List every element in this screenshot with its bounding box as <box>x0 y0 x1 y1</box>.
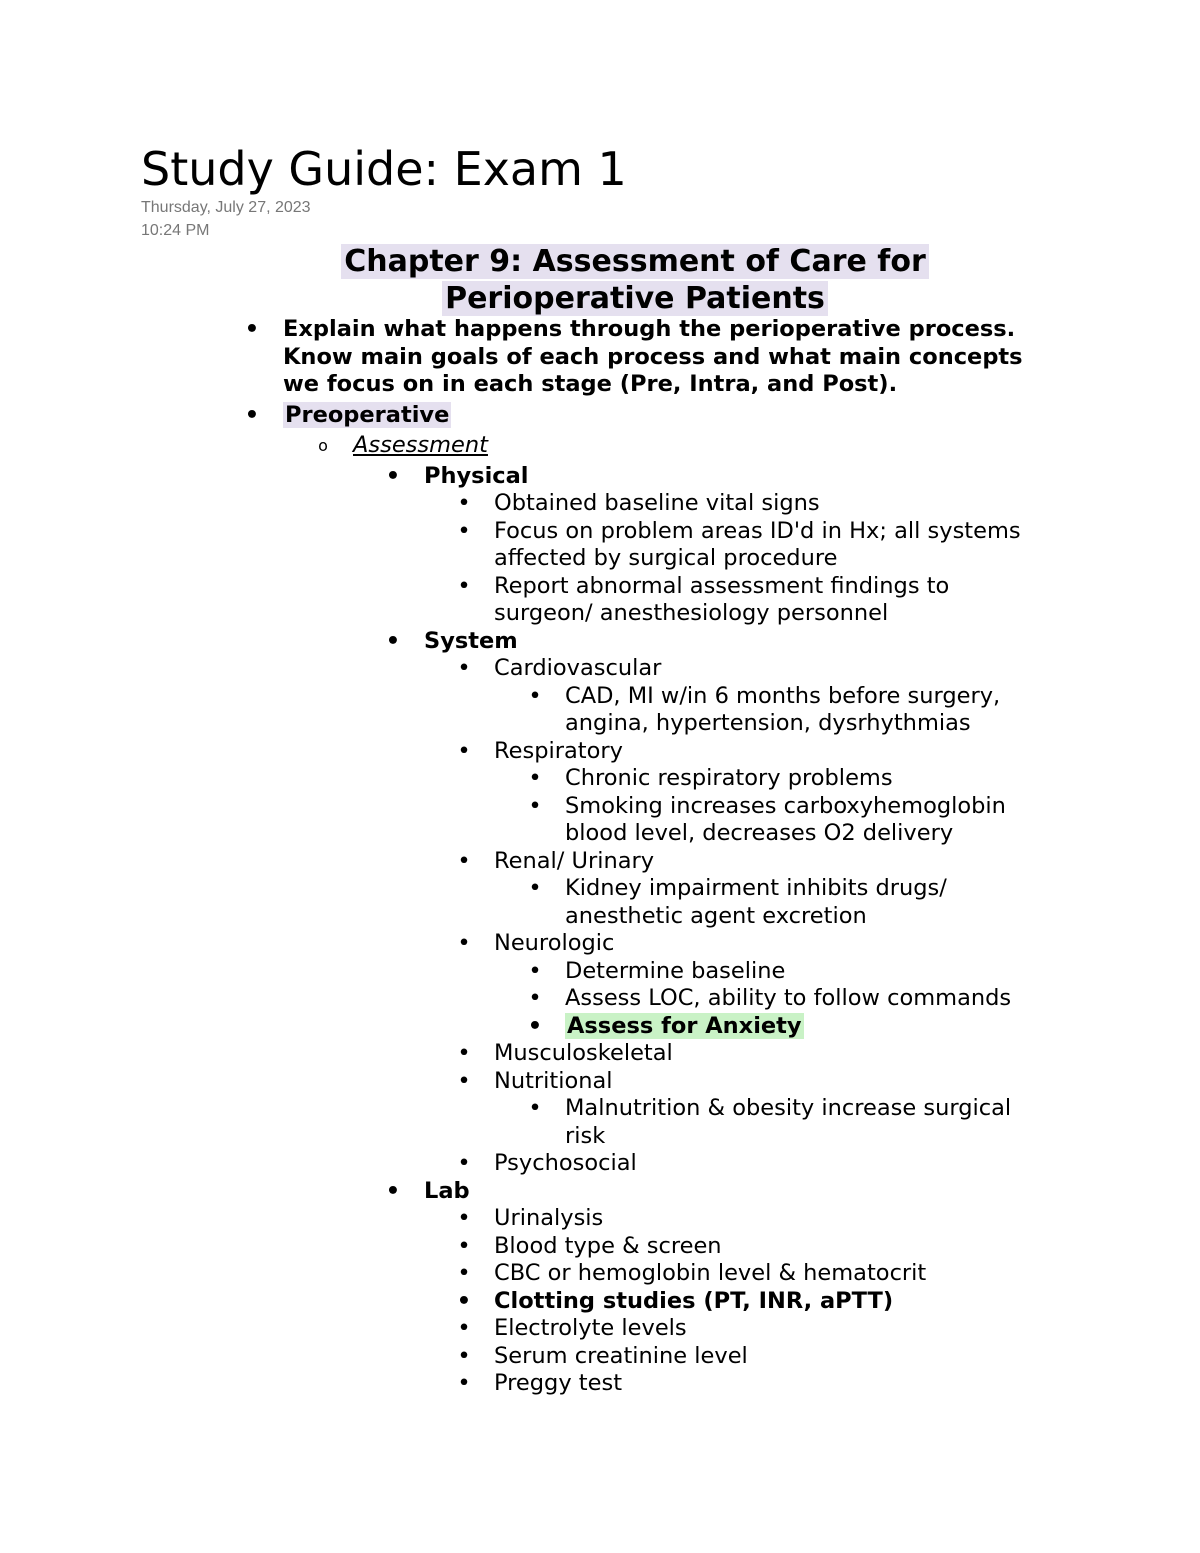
list-item-text: Chronic respiratory problems <box>565 765 893 791</box>
lab-label: Lab <box>424 1177 470 1204</box>
bullet-icon: • <box>457 1205 471 1231</box>
intro-line: we focus on in each stage (Pre, Intra, and Post). <box>283 371 898 397</box>
list-item-text: Electrolyte levels <box>494 1315 687 1341</box>
list-item-anxiety <box>0 1013 1200 1041</box>
list-item-text: Respiratory <box>494 737 623 764</box>
list-item <box>0 490 1200 518</box>
chapter-heading-line-2: Perioperative Patients <box>442 281 828 316</box>
outline <box>0 316 1200 1398</box>
list-item <box>0 1343 1200 1371</box>
list-item-text: anesthetic agent excretion <box>565 902 867 929</box>
bullet-icon: • <box>457 930 471 956</box>
list-item <box>0 1095 1200 1150</box>
bullet-icon: • <box>457 1232 471 1259</box>
list-item <box>0 573 1200 628</box>
intro-line: Explain what happens through the perioperative process. <box>283 316 1016 342</box>
intro-line: Know main goals of each process and what main concepts <box>283 343 1023 370</box>
list-item <box>0 1315 1200 1343</box>
list-item-text: Kidney impairment inhibits drugs/ <box>565 875 947 901</box>
hollow-bullet-icon: o <box>318 436 328 455</box>
bullet-icon: • <box>457 490 471 516</box>
bullet-icon: • <box>456 1287 472 1314</box>
bullet-icon: • <box>385 462 401 489</box>
list-item <box>0 1260 1200 1288</box>
bullet-icon: • <box>528 765 542 791</box>
list-item-text: Malnutrition & obesity increase surgical <box>565 1095 1012 1121</box>
bullet-icon: • <box>457 1150 471 1176</box>
list-item <box>0 683 1200 738</box>
lab-heading <box>0 1178 1200 1206</box>
bullet-icon: • <box>528 957 542 984</box>
list-item-text: surgeon/ anesthesiology personnel <box>494 600 889 626</box>
anxiety-highlight: Assess for Anxiety <box>567 1012 802 1039</box>
system-respiratory <box>0 738 1200 766</box>
bullet-icon: • <box>528 792 542 819</box>
system-renal <box>0 848 1200 876</box>
system-heading <box>0 628 1200 656</box>
bullet-icon: • <box>457 1067 471 1094</box>
chapter-heading <box>300 243 970 317</box>
chapter-heading-line-1: Chapter 9: Assessment of Care for <box>341 244 928 279</box>
system-musculoskeletal <box>0 1040 1200 1068</box>
preoperative-label: Preoperative <box>285 401 450 428</box>
physical-heading <box>0 463 1200 491</box>
list-item-text: Smoking increases carboxyhemoglobin <box>565 792 1006 819</box>
bullet-icon: • <box>457 1040 471 1066</box>
list-item <box>0 958 1200 986</box>
bullet-icon: • <box>457 847 471 874</box>
system-neurologic <box>0 930 1200 958</box>
list-item-text: CAD, MI w/in 6 months before surgery, <box>565 682 1001 709</box>
list-item-text: Psychosocial <box>494 1150 637 1176</box>
list-item <box>0 793 1200 848</box>
list-item-text: blood level, decreases O2 delivery <box>565 820 954 846</box>
note-time: 10:24 PM <box>141 222 210 239</box>
list-item-text: Serum creatinine level <box>494 1342 748 1369</box>
bullet-icon: • <box>457 737 471 764</box>
list-item <box>0 1288 1200 1316</box>
intro-item <box>0 316 1200 399</box>
list-item-text: Renal/ Urinary <box>494 847 655 874</box>
bullet-icon: • <box>244 316 260 342</box>
bullet-icon: • <box>527 1012 543 1039</box>
bullet-icon: • <box>528 875 542 901</box>
bullet-icon: • <box>457 1315 471 1341</box>
bullet-icon: • <box>457 517 471 544</box>
list-item-text: Nutritional <box>494 1067 613 1094</box>
bullet-icon: • <box>457 655 471 681</box>
list-item-text: Focus on problem areas ID'd in Hx; all systems <box>494 517 1021 544</box>
list-item <box>0 518 1200 573</box>
list-item <box>0 875 1200 930</box>
list-item-text: risk <box>565 1122 606 1149</box>
list-item-text: angina, hypertension, dysrhythmias <box>565 710 971 736</box>
list-item <box>0 1233 1200 1261</box>
system-psychosocial <box>0 1150 1200 1178</box>
list-item-text: Urinalysis <box>494 1205 604 1231</box>
bullet-icon: • <box>528 1095 542 1121</box>
bullet-icon: • <box>457 1260 471 1286</box>
bullet-icon: • <box>244 401 260 428</box>
bullet-icon: • <box>457 1342 471 1369</box>
list-item-text: Blood type & screen <box>494 1232 722 1259</box>
bullet-icon: • <box>385 1177 401 1204</box>
list-item-text: Musculoskeletal <box>494 1040 673 1066</box>
system-cardiovascular <box>0 655 1200 683</box>
list-item-text: Report abnormal assessment findings to <box>494 572 950 599</box>
list-item <box>0 1205 1200 1233</box>
system-label: System <box>424 627 518 654</box>
list-item-text: CBC or hemoglobin level & hematocrit <box>494 1260 927 1286</box>
bullet-icon: • <box>528 682 542 709</box>
list-item-text: Clotting studies (PT, INR, aPTT) <box>494 1287 894 1314</box>
page-title: Study Guide: Exam 1 <box>141 142 627 196</box>
bullet-icon: • <box>457 572 471 599</box>
bullet-icon: • <box>528 985 542 1011</box>
list-item-text: Neurologic <box>494 930 615 956</box>
list-item-text: Determine baseline <box>565 957 786 984</box>
list-item-text: Preggy test <box>494 1370 623 1396</box>
bullet-icon: • <box>385 627 401 654</box>
list-item-text: Assess LOC, ability to follow commands <box>565 985 1012 1011</box>
list-item-text: affected by surgical procedure <box>494 545 838 571</box>
bullet-icon: • <box>457 1370 471 1396</box>
assessment-item <box>0 432 1200 460</box>
list-item-text: Cardiovascular <box>494 655 662 681</box>
physical-label: Physical <box>424 462 529 489</box>
assessment-label: Assessment <box>353 432 488 458</box>
system-nutritional <box>0 1068 1200 1096</box>
note-date: Thursday, July 27, 2023 <box>141 199 311 216</box>
list-item <box>0 985 1200 1013</box>
preoperative-item <box>0 402 1200 430</box>
list-item-text: Obtained baseline vital signs <box>494 490 820 516</box>
list-item <box>0 765 1200 793</box>
list-item <box>0 1370 1200 1398</box>
